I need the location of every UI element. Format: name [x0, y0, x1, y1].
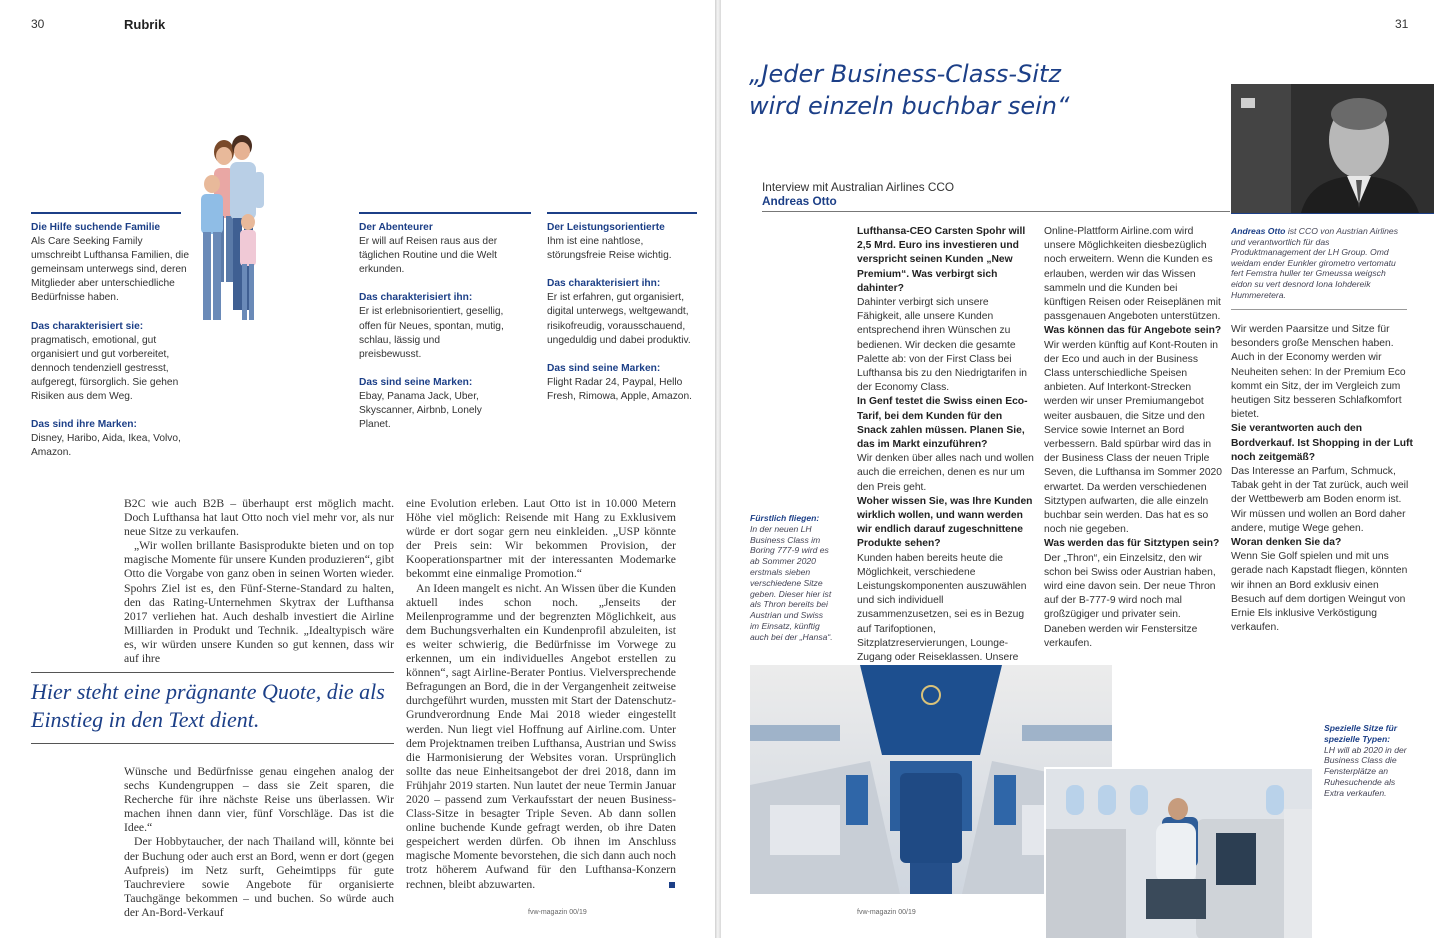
body-paragraph: Der Hobbytaucher, der nach Thailand will, könnte bei der Buchung oder auch erst an Bord, wenn er dort (gegen Aufpreis) im Netz surft, Geheimtipps für gute Tauchreviere sowie Angebote für organisierte Tauchgänge bekommen – und buchen. So würde auch der An-Bord-Verkauf: [124, 835, 394, 919]
interview-column-1: [857, 225, 1035, 680]
profile-char-heading: Das charakterisiert ihn:: [359, 292, 473, 304]
interview-label: Interview mit Australian Airlines CCO: [762, 180, 955, 194]
interview-question: Was können das für Angebote sein?: [1044, 325, 1222, 337]
body-paragraph: eine Evolution erleben. Laut Otto ist in 10.000 Metern Höhe viel möglich: Reisende mit Hang zu Exklusivem würde er dort sogar gern neu einkleiden. „USP könnte der Preis sein: Wir bekommen Provision, der Kooperationspartner mit der interessanten Modemarke bekommt eine einmalige Promotion.“: [406, 497, 676, 581]
body-column-1b: [124, 765, 394, 920]
cabin-caption: [750, 513, 834, 643]
headline: „Jeder Business-Class-Sitz wird einzeln buchbar sein“: [749, 60, 1070, 120]
page-number-left: 30: [31, 17, 45, 31]
profile-brands-text: Disney, Haribo, Aida, Ikea, Volvo, Amazon.: [31, 433, 181, 459]
interview-rule: [762, 211, 1230, 212]
portrait-caption-text: ist CCO von Austrian Airlines und verantwortlich für das Produktmanagement der LH Group. Omd weidam ender Eunkler girometro vertomatu fert Femstra huller ter Gmeussa weigsch eidon su vert desnord Iona Iohdereik Hummeretera.: [1231, 226, 1398, 300]
cabin-caption-title: Fürstlich fliegen:: [750, 513, 820, 523]
body-paragraph: „Wir wollen brillante Basisprodukte bieten und on top magische Momente für unsere Kunden produzieren“, gibt Otto die Vorgabe von ganz oben in seinen Worten wieder. Spohrs Ziel ist es, den Fünf-Sterne-Standard zu halten, den das Rating-Unternehmen Skytrax der Lufthansa 2017 verliehen hat. Auch deshalb investiert die Airline Milliarden in Produkt und Technik. „Idealtypisch wäre es, wir würden unsere Kunden so gut kennen, dass wir auf ihre: [124, 539, 394, 666]
profile-char-heading: Das charakterisiert ihn:: [547, 278, 661, 290]
profile-brands-heading: Das sind seine Marken:: [547, 362, 661, 374]
interview-question: Woran denken Sie da?: [1231, 537, 1342, 549]
body-paragraph: B2C wie auch B2B – überhaupt erst möglich macht. Doch Lufthansa hat laut Otto noch viel mehr vor, als nur neue Sitze zu verkaufen.: [124, 497, 394, 539]
pull-quote-rule-top: [31, 672, 394, 673]
cabin-caption-text: In der neuen LH Business Class im Boring 777-9 wird es ab Sommer 2020 erstmals sieben verschiedene Sitze geben. Dieser hier ist als Thron bereits bei Austrian und Swiss im Einsatz, künftig auch bei der „Hansa“.: [750, 523, 833, 642]
profile-brands-heading: Das sind seine Marken:: [359, 376, 473, 388]
window-seat-caption-text: LH will ab 2020 in der Business Class die Fensterplätze an Ruhesuchende als Extra verkaufen.: [1324, 744, 1407, 798]
interview-answer: Wenn Sie Golf spielen und mit uns gerade nach Kapstadt fliegen, könnten wir ihnen an Bord exklusiv einen Besuch auf dem dortigen Weingut von Ernie Els inklusive Verköstigung verkaufen.: [1231, 551, 1408, 634]
portrait-photo: [1231, 84, 1434, 213]
left-page: [0, 0, 715, 938]
profile-family: [31, 221, 191, 460]
interview-answer: Dahinter verbirgt sich unsere Fähigkeit, alle unsere Kunden entsprechend ihren Wünschen zu bedienen. Wir decken die gesamte Palette ab: von der First Class bei Lufthansa bis zu den Niedrigtarifen in der Economy Class.: [857, 297, 1028, 394]
body-paragraph: Wünsche und Bedürfnisse genau eingehen analog der sechs Kundengruppen – dass sie Zeit sparen, die Recherche für ihre nächste Reise uns überlassen. Wir machen ihnen dann vier, fünf Vorschläge. Das ist die Idee.“: [124, 765, 394, 835]
rubrik-label: Rubrik: [124, 17, 166, 32]
profile-brands-text: Flight Radar 24, Paypal, Hello Fresh, Rimowa, Apple, Amazon.: [547, 376, 692, 402]
body-paragraph: An Ideen mangelt es nicht. An Wissen über die Kunden aktuell indes schon noch. „Jenseits der Meilenprogramme und der begrenzten Möglichkeit, aus dem Buchungsverhalten ein Kundenprofil abzuleiten, ist es weiter schwierig, die Bedürfnisse im Vorwege zu erkennen, um ein individuelles Angebot erstellen zu können“, sagt Airline-Berater Pontius. Vielversprechende Befragungen an Bord, die in der Vergangenheit zeitweise durchgeführt wurden, mussten mit Start der Datenschutz-Grundverordnung Ende Mai 2018 wieder eingestellt werden. Nun liegt viel Hoffnung auf Airline.com. Unter dem Projektnamen treiben Lufthansa, Austrian und Swiss die Harmonisierung der Websites voran. Ursprünglich sollte das neue Einheitsangebot der drei 2018, dann im Frühjahr 2019 starten. Nun lautet der neue Termin Januar 2020 – passend zum Verkaufsstart der neuen Business-Class-Sitze in besagter Triple Seven. Ab dann sollen online buchende Kunde gefragt werden, ob ihre Daten gespeichert werden dürfen. Ob ihnen im Anschluss magische Momente bevorstehen, die sich dann auch noch trotz höherem Aufwand für den Lufthansa-Konzern rechnen, bleibt abzuwarten.: [406, 581, 676, 891]
interview-question: Sie verantworten auch den Bordverkauf. Ist Shopping in der Luft noch zeitgemäß?: [1231, 423, 1413, 463]
profile-char-text: pragmatisch, emotional, gut organisiert und gut vorbereitet, dennoch tendenziell gestresst, aufgeregt, fürsorglich. Sie gehen Risiken aus dem Weg.: [31, 334, 179, 403]
profile-title: Der Abenteurer: [359, 222, 433, 233]
interview-answer: Kunden haben bereits heute die Möglichkeit, verschiedene Leistungskomponenten auszuwählen und sich individuell zusammenzusetzen, sei es in Bezug auf Tarifoptionen, Sitzplatzreservierungen, Lounge-Zugang oder Reiseklassen. Unsere: [857, 552, 1027, 664]
profile-rule-3: [547, 212, 697, 214]
right-page: [721, 0, 1434, 938]
profile-rule-1: [31, 212, 181, 214]
profile-char-text: Er ist erfahren, gut organisiert, digital unterwegs, weltgewandt, risikofreudig, vorausschauend, ungeduldig und dabei produktiv.: [547, 292, 691, 346]
interview-question: Was werden das für Sitztypen sein?: [1044, 538, 1220, 550]
interview-answer: Online-Plattform Airline.com wird unsere Möglichkeiten diesbezüglich noch erweitern. Wenn die Kunden es erlauben, werden wir das Wissen sammeln und die Kunden bei künftigen Reisen oder Reiseplänen mit passgenauen Angeboten unterstützen.: [1044, 226, 1221, 323]
footer-right: fvw-magazin 00/19: [857, 909, 916, 916]
profile-rule-2: [359, 212, 531, 214]
interview-answer: Wir denken über alles nach und wollen auch die erreichen, denen es nur um den Preis geht.: [857, 453, 1034, 493]
portrait-rule: [1231, 213, 1434, 214]
profile-title: Die Hilfe suchende Familie: [31, 222, 161, 233]
family-photo: [186, 132, 294, 332]
profile-char-text: Er ist erlebnisorientiert, gesellig, offen für Neues, spontan, mutig, schlau, lässig und preisbewusst.: [359, 306, 504, 360]
interview-answer: Das Interesse an Parfum, Schmuck, Tabak geht in der Tat zurück, auch weil der Wettbewerb am Boden enorm ist. Wir müssen und wollen an Bord daher andere, mutige Wege gehen.: [1231, 466, 1409, 534]
window-seat-caption: [1324, 723, 1408, 799]
interview-question: Lufthansa-CEO Carsten Spohr will 2,5 Mrd. Euro ins investieren und verspricht seinen Kunden „New Premium“. Was verbirgt sich dahinter?: [857, 226, 1026, 294]
window-seat-photo: [1044, 767, 1312, 938]
interview-answer: Wir werden Paarsitze und Sitze für besonders große Menschen haben. Auch in der Economy werden wir Neuheiten sehen: In der Premium Eco kommt ein Sitz, der im Vergleich zum heutigen Sitz besseren Schlafkomfort bietet.: [1231, 324, 1406, 421]
caption-rule: [1231, 309, 1407, 310]
page-number-right: 31: [1395, 17, 1409, 31]
profile-adventurer: [359, 221, 505, 432]
interview-column-2: [1044, 225, 1222, 651]
interviewee-name: Andreas Otto: [762, 194, 837, 208]
pull-quote-rule-bottom: [31, 743, 394, 744]
interview-answer: Wir werden künftig auf Kont-Routen in der Eco und auch in der Business Class unterschiedliche Speisen anbieten. Auf Interkont-Strecken werden wir unser Premiumangebot weiter ausbauen, die Sitze und den Service sowie Internet an Bord verbessern. Bald spürbar wird das in der Business Class der neuen Triple Seven, die Lufthansa im Sommer 2020 erwartet. Da werden verschiedenen Sitztypen aufwarten, die alle einzeln buchbar sein werden. Das hat es so noch nie gegeben.: [1044, 339, 1223, 536]
footer-left: fvw-magazin 00/19: [528, 909, 587, 916]
interview-intro: [762, 180, 1062, 208]
interview-column-3: [1231, 323, 1415, 635]
profile-brands-text: Ebay, Panama Jack, Uber, Skyscanner, Airbnb, Lonely Planet.: [359, 390, 482, 431]
portrait-caption-name: Andreas Otto: [1231, 226, 1286, 236]
profile-intro: Ihm ist eine nahtlose, störungsfreie Reise wichtig.: [547, 236, 672, 262]
profile-title: Der Leistungsorientierte: [547, 222, 665, 233]
interview-question: In Genf testet die Swiss einen Eco-Tarif, bei dem Kunden für den Snack zahlen müssen. Planen Sie, das im Markt einzuführen?: [857, 396, 1028, 451]
pull-quote: Hier steht eine prägnante Quote, die als Einstieg in den Text dient.: [31, 679, 385, 732]
end-mark: [669, 882, 675, 888]
profile-intro: Als Care Seeking Family umschreibt Lufthansa Familien, die gemeinsam unterwegs sind, deren Mitglieder aber unterschiedliche Bedürfnisse haben.: [31, 236, 189, 304]
profile-char-heading: Das charakterisiert sie:: [31, 320, 144, 332]
body-column-1a: [124, 497, 394, 666]
window-seat-caption-title: Spezielle Sitze für spezielle Typen:: [1324, 723, 1398, 744]
profile-brands-heading: Das sind ihre Marken:: [31, 419, 137, 431]
interview-answer: Der „Thron“, ein Einzelsitz, den wir schon bei Swiss oder Austrian haben, wird eine davon sein. Der neue Thron auf der B-777-9 wird noch mal großzügiger und privater sein. Daneben werden wir Fenstersitze verkaufen.: [1044, 552, 1216, 649]
profile-performer: [547, 221, 699, 404]
portrait-caption: [1231, 226, 1407, 300]
body-column-2: [406, 497, 676, 892]
interview-question: Woher wissen Sie, was Ihre Kunden wirklich wollen, und wann werden wir endlich darauf zugeschnittene Produkte sehen?: [857, 495, 1033, 550]
profile-intro: Er will auf Reisen raus aus der täglichen Routine und die Welt erkunden.: [359, 236, 498, 276]
